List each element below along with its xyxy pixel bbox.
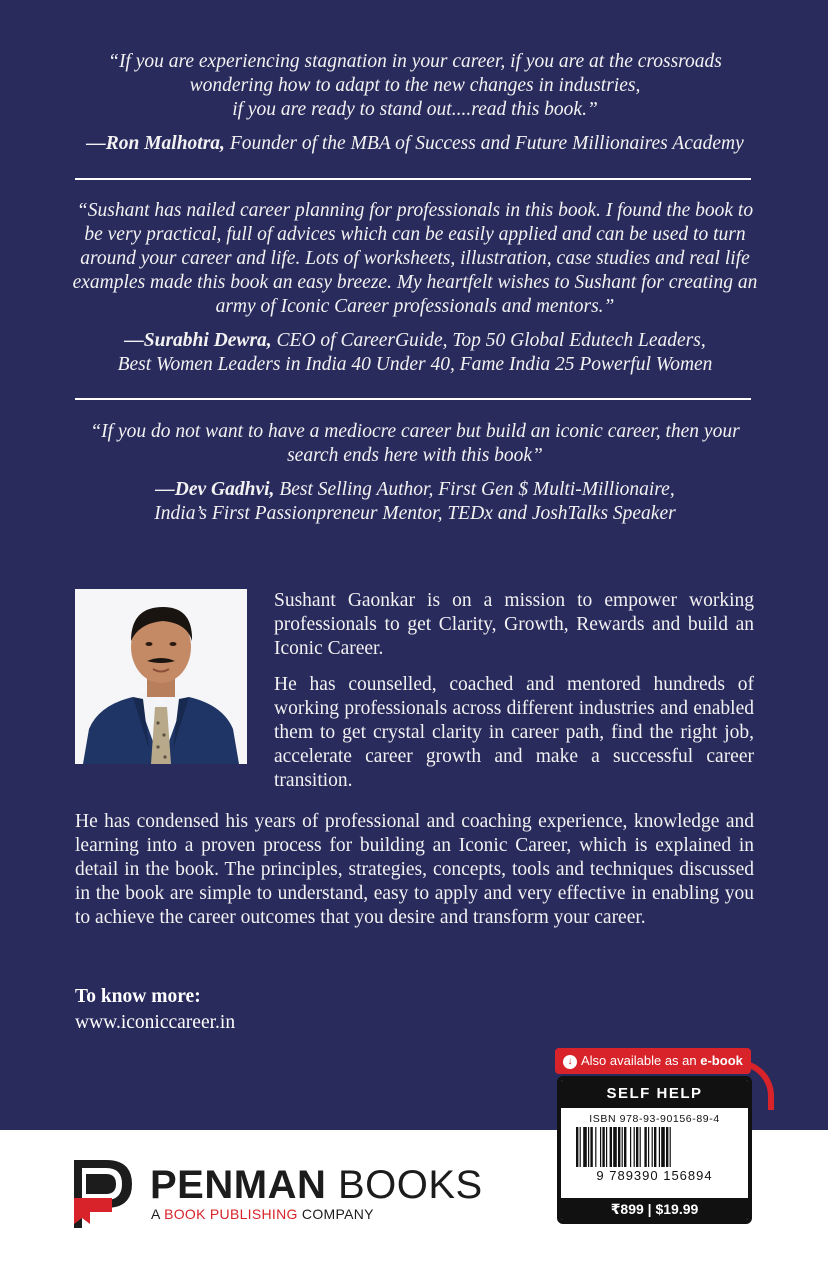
quote-3-credential-2: India’s First Passionpreneur Mentor, TEDx and JoshTalks Speaker [154,503,676,524]
quote-2 [70,199,760,377]
tagline-highlight: BOOK PUBLISHING [164,1206,298,1222]
quote-3-credential-1: Best Selling Author, First Gen $ Multi-Millionaire, [279,479,675,500]
website-link[interactable]: www.iconiccareer.in [75,1012,236,1033]
quote-2-author: —Surabhi Dewra, [124,330,272,351]
quote-3-author: —Dev Gadhvi, [155,479,275,500]
divider-2 [75,398,751,400]
quote-1 [70,50,760,156]
price-label: ₹899 | $19.99 [561,1198,748,1220]
quote-1-author: —Ron Malhotra, [86,133,225,154]
publisher-tagline [151,1206,374,1222]
author-portrait-image [75,589,247,764]
barcode-bar [579,1127,580,1167]
isbn-label: ISBN 978-93-90156-89-4 [589,1113,720,1125]
penman-p-logo-icon [72,1160,132,1228]
barcode-bar [661,1127,665,1167]
isbn-number: 9 789390 156894 [596,1168,713,1183]
barcode-bar [666,1127,668,1167]
author-photo [75,589,247,764]
barcode-bar [669,1127,670,1167]
barcode-bar [595,1127,596,1167]
quote-1-attribution [70,132,760,156]
barcode-bar [624,1127,626,1167]
barcode-bar [636,1127,638,1167]
publisher-name [150,1163,483,1207]
know-more-label: To know more: [75,986,201,1007]
publisher-name-bold: PENMAN [150,1163,327,1207]
quote-3-attribution [70,478,760,526]
barcode-bar [606,1127,607,1167]
barcode-bar [618,1127,620,1167]
quote-3-line-1: “If you do not want to have a mediocre career but build an iconic career, then your [90,421,740,442]
ebook-emphasis: e-book [700,1053,743,1068]
quote-2-line-3: around your career and life. Lots of worksheets, illustration, case studies and real life [80,248,750,269]
barcode-bar [588,1127,589,1167]
tagline-pre: A [151,1206,165,1222]
category-label: SELF HELP [561,1080,748,1108]
barcode-bar [651,1127,652,1167]
barcode-bar [590,1127,592,1167]
barcode-card [557,1076,752,1224]
quote-3 [70,420,760,526]
barcode-bar [621,1127,622,1167]
quote-2-line-1: “Sushant has nailed career planning for professionals in this book. I found the book to [76,200,754,221]
quote-2-line-5: army of Iconic Career professionals and mentors.” [215,296,615,317]
quote-2-attribution [70,329,760,377]
barcode-bar [658,1127,659,1167]
quote-2-line-4: examples made this book an easy breeze. My heartfelt wishes to Sushant for creating an [72,272,758,293]
barcode-bar [648,1127,649,1167]
bio-paragraph-1: Sushant Gaonkar is on a mission to empower working professionals to get Clarity, Growth, Rewards and build an Iconic Career. [274,590,754,659]
barcode-bar [609,1127,611,1167]
quote-1-line-1: “If you are experiencing stagnation in your career, if you are at the crossroads [108,51,722,72]
barcode-image [570,1127,740,1167]
quote-1-line-2: wondering how to adapt to the new changes in industries, [189,75,641,96]
barcode-bar [654,1127,656,1167]
barcode-bar [576,1127,578,1167]
quote-2-line-2: be very practical, full of advices which can be easily applied and can be used to turn [84,224,746,245]
barcode-bar [633,1127,634,1167]
barcode-bar [639,1127,640,1167]
bio-paragraph-3: He has condensed his years of professional and coaching experience, knowledge and learning into a proven process for building an Iconic Career, which is explained in detail in the book. The principles, strategies, concepts, tools and techniques discussed in the book are simple to understand, easy to apply and very effective in enabling you to achieve the career outcomes that you desire and transform your career. [75,811,754,928]
divider-1 [75,178,751,180]
quote-3-line-2: search ends here with this book” [287,445,543,466]
quote-2-credential-1: CEO of CareerGuide, Top 50 Global Edutech Leaders, [276,330,706,351]
quote-1-credential: Founder of the MBA of Success and Future Millionaires Academy [229,133,744,154]
ebook-banner [555,1048,751,1074]
barcode-bar [602,1127,604,1167]
barcode-bar [613,1127,617,1167]
barcode-bar [583,1127,587,1167]
barcode-bar [644,1127,646,1167]
quote-2-credential-2: Best Women Leaders in India 40 Under 40, Fame India 25 Powerful Women [117,354,713,375]
barcode-bar [630,1127,631,1167]
quote-1-line-3: if you are ready to stand out....read this book.” [232,99,598,120]
tagline-post: COMPANY [297,1206,374,1222]
download-arrow-icon: ↓ [563,1055,577,1069]
publisher-name-light: BOOKS [326,1163,483,1207]
barcode-bar [600,1127,601,1167]
ebook-text: Also available as an [581,1053,701,1068]
bio-paragraph-2: He has counselled, coached and mentored hundreds of working professionals across different industries and enabled them to get crystal clarity in career path, find the right job, accelerate career growth and make a successful career transition. [274,674,754,791]
